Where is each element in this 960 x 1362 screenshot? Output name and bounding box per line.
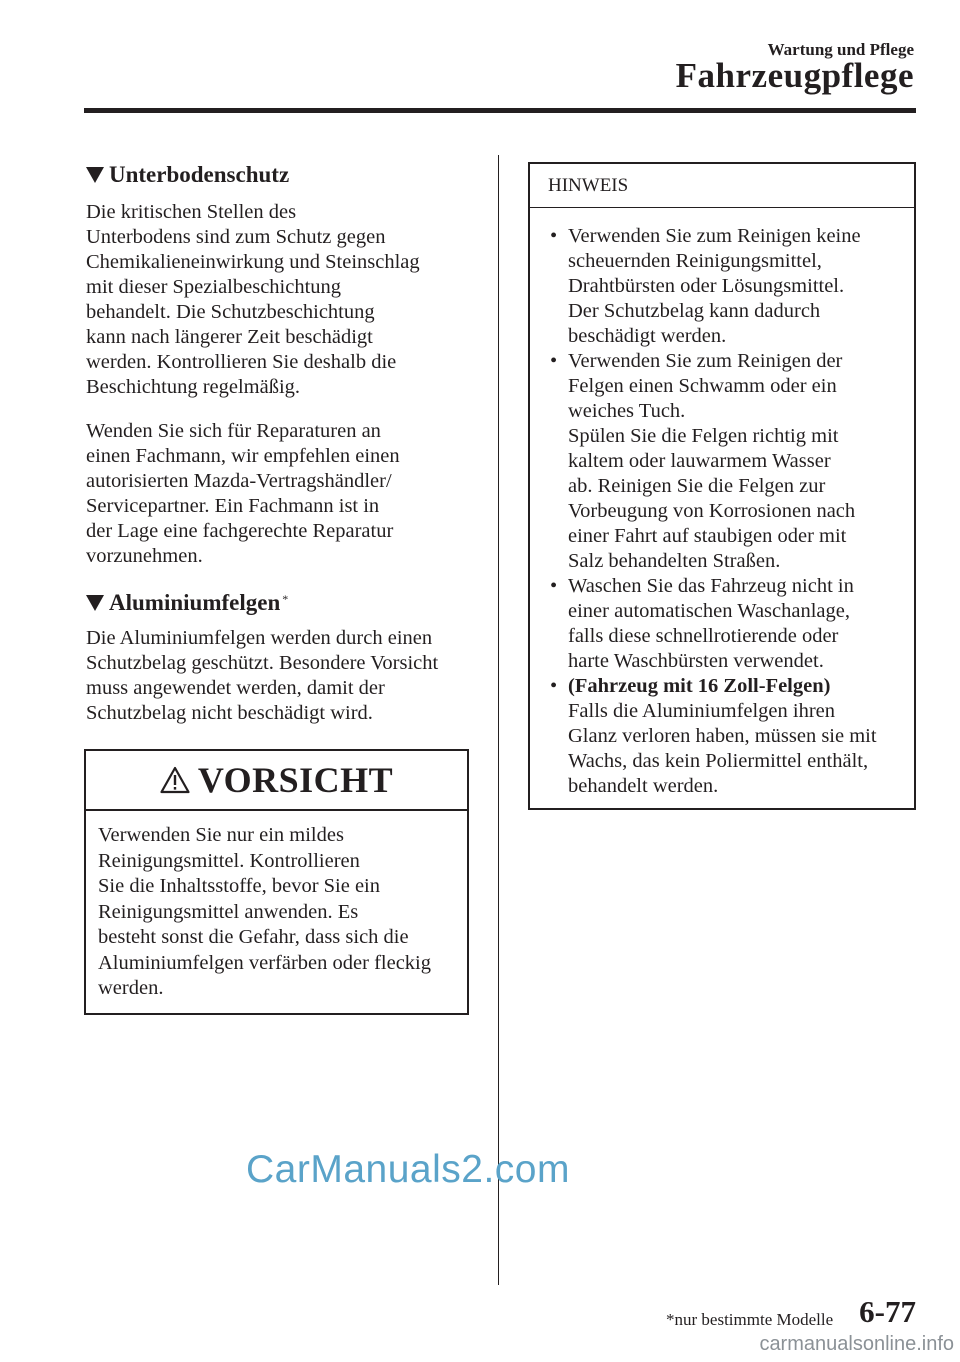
column-divider: [498, 155, 499, 1285]
bullet-icon: •: [550, 350, 558, 372]
text-line: kann nach längerer Zeit beschädigt: [86, 326, 373, 348]
note-item-lead: (Fahrzeug mit 16 Zoll-Felgen): [568, 675, 831, 697]
text-line: einer Fahrt auf staubigen oder mit: [568, 525, 847, 547]
footnote: *nur bestimmte Modelle: [666, 1310, 834, 1329]
note-item: [548, 574, 906, 674]
page-number: 6-77: [859, 1294, 916, 1329]
text-line: ab. Reinigen Sie die Felgen zur: [568, 475, 826, 497]
text-line: Reinigungsmittel anwenden. Es: [98, 900, 359, 923]
text-line: Der Schutzbelag kann dadurch: [568, 300, 821, 322]
text-line: Chemikalieneinwirkung und Steinschlag: [86, 251, 420, 273]
caution-box: [84, 749, 469, 1015]
note-item: [548, 349, 906, 574]
text-line: muss angewendet werden, damit der: [86, 677, 385, 699]
text-line: Unterbodens sind zum Schutz gegen: [86, 226, 386, 248]
text-line: Spülen Sie die Felgen richtig mit: [568, 425, 839, 447]
chapter-title: Wartung und Pflege: [767, 40, 914, 59]
text-line: Reinigungsmittel. Kontrollieren: [98, 849, 360, 872]
warning-icon: [160, 766, 190, 794]
triangle-marker-icon: [86, 595, 104, 611]
underbody-paragraph-1: [86, 200, 478, 400]
section-title: Fahrzeugpflege: [675, 56, 914, 95]
text-line: Falls die Aluminiumfelgen ihren: [568, 700, 836, 722]
note-item-text: [568, 225, 861, 347]
note-list: [530, 208, 914, 799]
bullet-icon: •: [550, 225, 558, 247]
site-footer-link[interactable]: carmanualsonline.info: [759, 1333, 954, 1355]
text-line: der Lage eine fachgerechte Reparatur: [86, 520, 394, 542]
caution-title: VORSICHT: [86, 751, 467, 811]
text-line: Die kritischen Stellen des: [86, 201, 297, 223]
triangle-marker-icon: [86, 167, 104, 183]
note-item: [548, 224, 906, 349]
text-line: Sie die Inhaltsstoffe, bevor Sie ein: [98, 875, 381, 897]
text-line: Salz behandelten Straßen.: [568, 550, 781, 572]
underbody-paragraph-2: [86, 419, 478, 569]
text-line: weiches Tuch.: [568, 400, 686, 422]
text-line: scheuernden Reinigungsmittel,: [568, 250, 822, 272]
text-line: beschädigt werden.: [568, 325, 727, 347]
note-item-text: [568, 575, 854, 672]
text-line: Vorbeugung von Korrosionen nach: [568, 500, 856, 522]
text-line: Beschichtung regelmäßig.: [86, 376, 301, 398]
text-line: behandelt. Die Schutzbeschichtung: [86, 301, 375, 323]
header-rule: [84, 108, 916, 113]
text-line: besteht sonst die Gefahr, dass sich die: [98, 926, 409, 948]
text-line: Schutzbelag nicht beschädigt wird.: [86, 702, 373, 724]
bullet-icon: •: [550, 575, 558, 597]
watermark-logo: CarManuals2.com: [246, 1148, 570, 1191]
underbody-heading: Unterbodenschutz: [86, 160, 478, 190]
bullet-icon: •: [550, 675, 558, 697]
text-line: Verwenden Sie zum Reinigen der: [568, 350, 843, 372]
text-line: kaltem oder lauwarmem Wasser: [568, 450, 831, 472]
text-line: einen Fachmann, wir empfehlen einen: [86, 445, 400, 467]
text-line: Drahtbürsten oder Lösungsmittel.: [568, 275, 845, 297]
text-line: werden. Kontrollieren Sie deshalb die: [86, 351, 397, 373]
text-line: Verwenden Sie zum Reinigen keine: [568, 225, 861, 247]
text-line: Schutzbelag geschützt. Besondere Vorsicht: [86, 652, 439, 674]
alloy-heading: Aluminiumfelgen *: [86, 588, 478, 618]
text-line: mit dieser Spezialbeschichtung: [86, 276, 342, 298]
footnote-marker: *: [282, 592, 289, 606]
caution-text: [86, 811, 467, 1002]
text-line: Aluminiumfelgen verfärben oder fleckig: [98, 951, 431, 974]
text-line: Verwenden Sie nur ein mildes: [98, 824, 344, 846]
text-line: Servicepartner. Ein Fachmann ist in: [86, 495, 380, 517]
text-line: einer automatischen Waschanlage,: [568, 600, 851, 622]
note-item-text: [568, 350, 855, 572]
note-title: HINWEIS: [530, 164, 914, 208]
text-line: behandelt werden.: [568, 775, 719, 797]
alloy-paragraph: [86, 626, 478, 726]
text-line: Wachs, das kein Poliermittel enthält,: [568, 750, 869, 772]
left-column: [86, 160, 478, 726]
text-line: Die Aluminiumfelgen werden durch einen: [86, 627, 433, 649]
text-line: werden.: [98, 977, 164, 999]
text-line: autorisierten Mazda-Vertragshändler/: [86, 470, 392, 492]
text-line: Glanz verloren haben, müssen sie mit: [568, 725, 877, 747]
note-item: [548, 674, 906, 799]
text-line: Waschen Sie das Fahrzeug nicht in: [568, 575, 854, 597]
text-line: vorzunehmen.: [86, 545, 203, 567]
text-line: Felgen einen Schwamm oder ein: [568, 375, 837, 397]
text-line: Wenden Sie sich für Reparaturen an: [86, 420, 381, 442]
note-item-text: [568, 700, 877, 797]
note-box: [528, 162, 916, 810]
text-line: falls diese schnellrotierende oder: [568, 625, 839, 647]
text-line: harte Waschbürsten verwendet.: [568, 650, 824, 672]
